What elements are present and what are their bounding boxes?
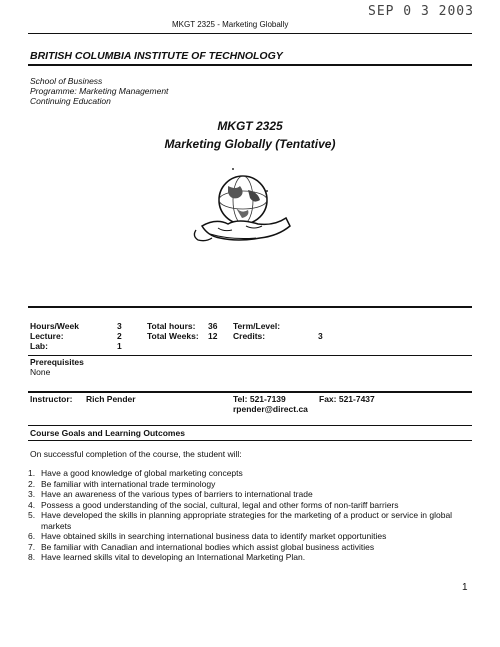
outcomes-list [28, 468, 478, 563]
prerequisites-heading: Prerequisites [30, 357, 84, 367]
course-title: Marketing Globally (Tentative) [164, 137, 336, 151]
item-text: Have obtained skills in searching international business data to identify market opportunities [41, 531, 387, 541]
list-item [28, 510, 478, 531]
hours-values [117, 321, 122, 351]
course-code: MKGT 2325 [217, 119, 283, 133]
lab-value: 1 [117, 341, 122, 351]
list-item [28, 552, 478, 563]
instructor-fax: Fax: 521-7437 [319, 394, 375, 404]
programme-line: Programme: Marketing Management [30, 86, 169, 96]
instructor-tel: Tel: 521-7139 [233, 394, 286, 404]
received-date-stamp: SEP 0 3 2003 [368, 4, 474, 19]
school-block [30, 76, 168, 106]
total-weeks-value: 12 [208, 331, 218, 341]
instructor-rule [28, 391, 472, 393]
totals-values [208, 321, 217, 341]
item-number: 1. [28, 468, 36, 478]
total-weeks-label: Total Weeks: [147, 331, 199, 341]
list-item [28, 489, 478, 500]
list-item [28, 479, 478, 490]
details-top-rule [28, 306, 472, 308]
term-level-label: Term/Level: [233, 321, 281, 331]
goals-heading-rule [28, 440, 472, 441]
item-text: Be familiar with international trade terminology [41, 478, 216, 489]
goals-rule [28, 425, 472, 426]
hours-week-value: 3 [117, 321, 122, 331]
prerequisites-value: None [30, 367, 51, 377]
total-hours-value: 36 [208, 321, 218, 331]
term-credits-labels [233, 321, 280, 341]
item-number: 7. [28, 541, 36, 552]
item-number: 2. [28, 478, 36, 489]
division-line: Continuing Education [30, 96, 111, 106]
lecture-label: Lecture: [30, 331, 64, 341]
list-item [28, 468, 478, 479]
list-item [28, 500, 478, 511]
credits-label: Credits: [233, 331, 266, 341]
running-header: MKGT 2325 - Marketing Globally [172, 20, 289, 29]
item-number: 6. [28, 531, 36, 541]
header-rule [28, 33, 472, 34]
item-number: 4. [28, 499, 36, 510]
globe-in-hand-illustration [188, 170, 298, 250]
lab-label: Lab: [30, 341, 48, 351]
item-number: 8. [28, 552, 36, 562]
institution-name: BRITISH COLUMBIA INSTITUTE OF TECHNOLOGY [30, 50, 283, 62]
instructor-email: rpender@direct.ca [233, 404, 308, 414]
school-line: School of Business [30, 76, 103, 86]
item-number: 5. [28, 510, 36, 520]
lecture-value: 2 [117, 331, 122, 341]
page-number: 1 [462, 582, 468, 593]
list-item [28, 542, 478, 553]
item-text: Have learned skills vital to developing an International Marketing Plan. [41, 552, 306, 562]
item-text: Have developed the skills in planning appropriate strategies for the marketing of a product or service in global markets [41, 510, 453, 531]
prereq-rule [28, 355, 472, 356]
instructor-name: Rich Pender [86, 394, 136, 404]
hours-labels [30, 321, 79, 351]
goals-intro: On successful completion of the course, the student will: [30, 449, 242, 459]
list-item [28, 531, 478, 542]
item-number: 3. [28, 489, 36, 499]
instructor-label: Instructor: [30, 394, 73, 404]
item-text: Have an awareness of the various types of barriers to international trade [41, 489, 313, 499]
hours-week-label: Hours/Week [30, 321, 79, 331]
institution-rule [28, 64, 472, 66]
item-text: Possess a good understanding of the social, cultural, legal and other forms of non-tariff barriers [41, 499, 399, 510]
item-text: Be familiar with Canadian and international bodies which assist global business activities [41, 541, 375, 552]
goals-heading: Course Goals and Learning Outcomes [30, 428, 185, 438]
total-hours-label: Total hours: [147, 321, 196, 331]
totals-labels [147, 321, 199, 341]
credits-value: 3 [318, 331, 323, 341]
item-text: Have a good knowledge of global marketing concepts [41, 468, 243, 478]
